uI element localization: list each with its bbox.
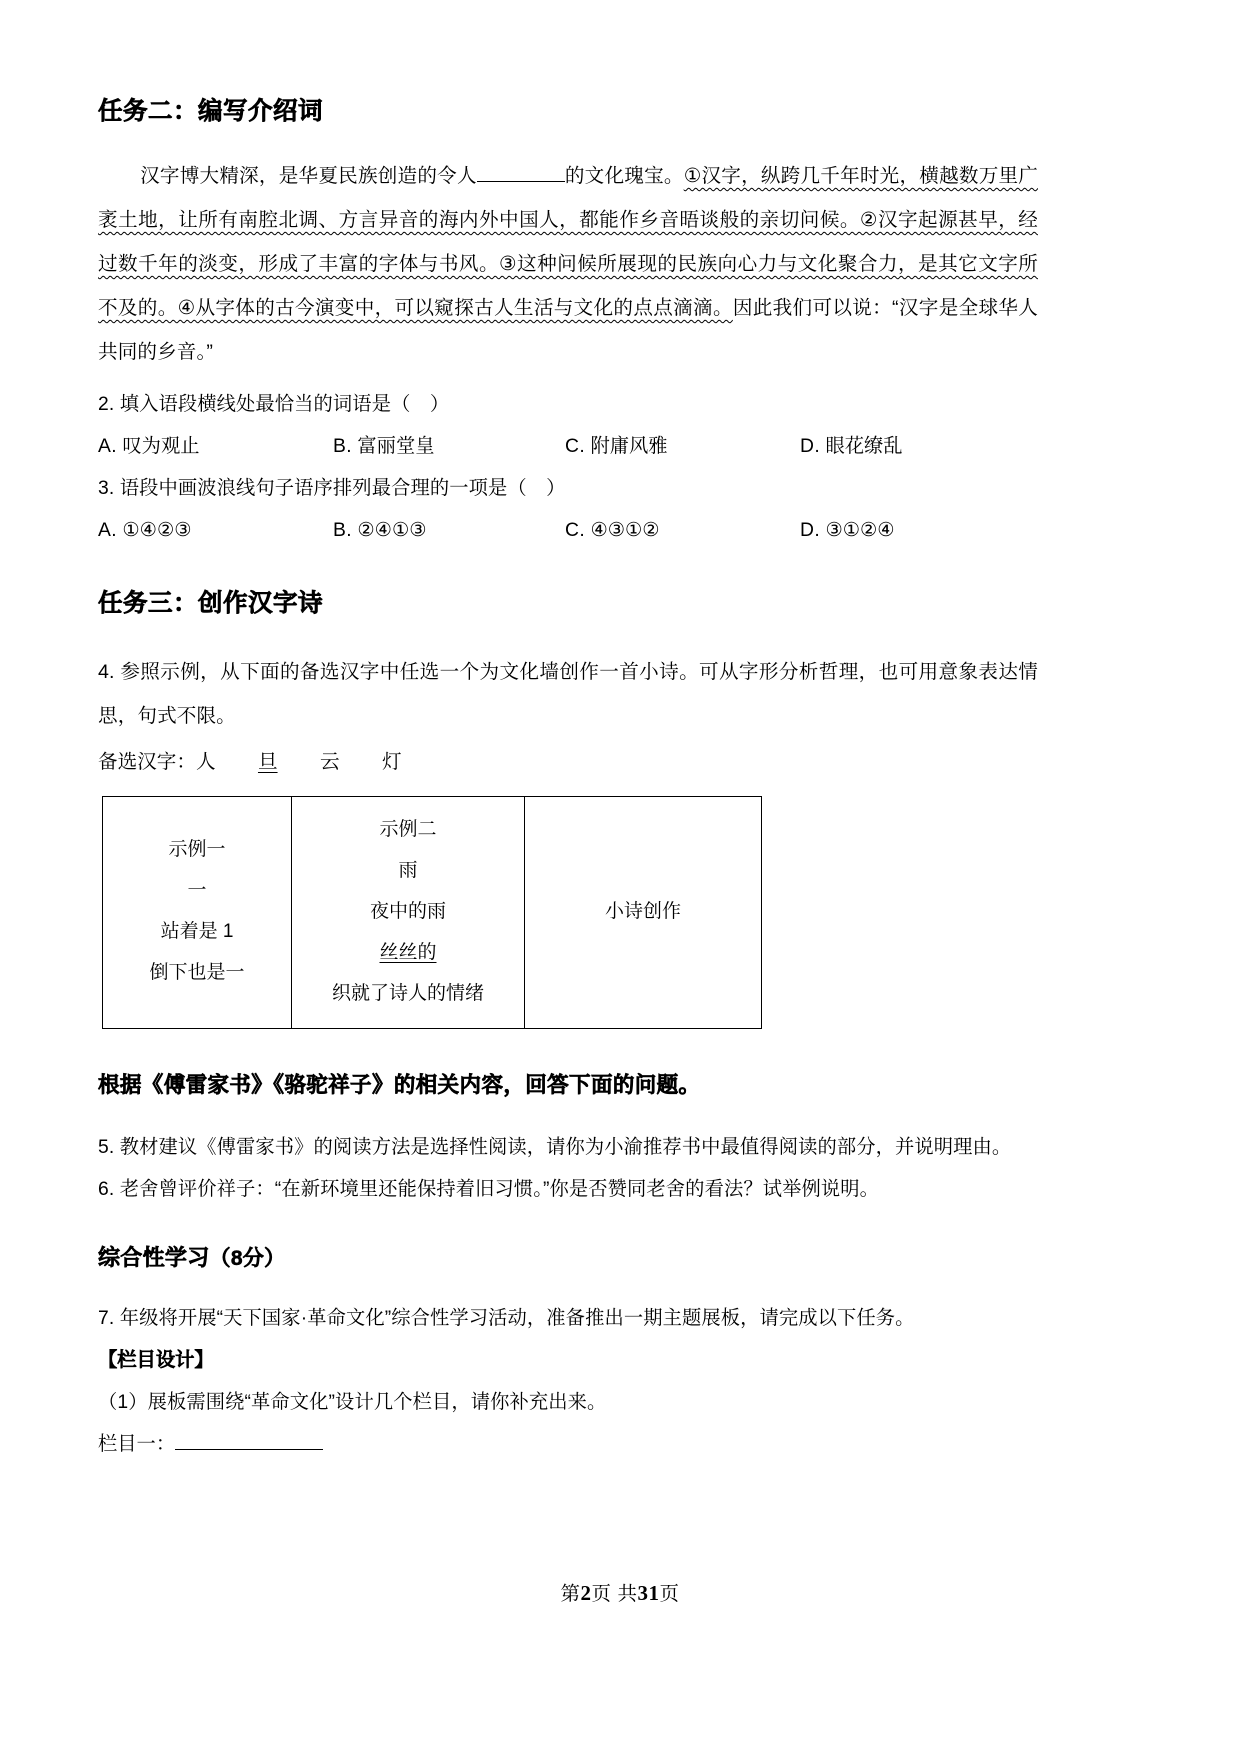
- task-three-heading: 任务三：创作汉字诗: [98, 589, 323, 617]
- option-b-label: B.: [333, 435, 353, 457]
- candidate-char-3: 云: [319, 750, 340, 773]
- example-two-line-3: 丝丝的: [379, 941, 437, 963]
- comprehensive-learning-score: （8分）: [209, 1246, 286, 1270]
- question-4-stem: 4. 参照示例，从下面的备选汉字中任选一个为文化墙创作一首小诗。可从字形分析哲理，也可用意象表达情思，句式不限。: [98, 660, 1038, 727]
- question-6-stem: 6. 老舍曾评价祥子：“在新环境里还能保持着旧习惯。”你是否赞同老舍的看法？试举例说明。: [98, 1178, 879, 1200]
- candidate-characters: [98, 742, 1038, 782]
- poem-creation-title: 小诗创作: [604, 900, 681, 922]
- question-3-options: [98, 510, 1038, 552]
- column-one-label: 栏目一：: [98, 1433, 176, 1455]
- question-2-option-c[interactable]: [565, 426, 800, 468]
- example-two-cell: [292, 796, 525, 1028]
- example-one-line-1: 一: [187, 880, 207, 902]
- example-one-line-3: 倒下也是一: [149, 962, 245, 984]
- question-2-option-d[interactable]: [800, 426, 903, 468]
- reading-section-lead: 根据《傅雷家书》《骆驼祥子》的相关内容，回答下面的问题。: [98, 1072, 701, 1097]
- example-one-line-2: 站着是 1: [160, 921, 234, 943]
- option-d-label: D.: [800, 435, 821, 457]
- question-3-option-d[interactable]: [800, 510, 895, 552]
- option-d-text: 眼花缭乱: [825, 435, 903, 457]
- column-one-answer-line: [98, 1424, 1038, 1466]
- example-one-cell: [103, 796, 292, 1028]
- footer-prefix: 第: [560, 1583, 581, 1605]
- option-c-text: 附庸风雅: [590, 435, 668, 457]
- passage-segment-open: 汉字博大精深，是华夏民族创造的令人: [140, 164, 477, 187]
- question-3-option-b[interactable]: [333, 510, 565, 552]
- option-c-label: C.: [565, 519, 586, 541]
- question-7-stem: 7. 年级将开展“天下国家·革命文化”综合性学习活动，准备推出一期主题展板，请完成以下任务。: [98, 1307, 915, 1329]
- column-one-blank[interactable]: [175, 1449, 323, 1450]
- option-a-text: 叹为观止: [122, 435, 200, 457]
- example-two-line-1: 雨: [398, 859, 418, 881]
- example-one-title: 示例一: [168, 839, 226, 861]
- option-b-text: ②④①③: [357, 519, 427, 541]
- option-a-label: A.: [98, 519, 118, 541]
- question-3-stem: 3. 语段中画波浪线句子语序排列最合理的一项是（ ）: [98, 477, 566, 499]
- example-two-line-2: 夜中的雨: [369, 900, 446, 922]
- page-footer: [0, 1578, 1240, 1606]
- example-two-line-4: 织就了诗人的情绪: [331, 982, 484, 1004]
- comprehensive-learning-title: 综合性学习: [98, 1244, 210, 1270]
- poem-creation-cell[interactable]: [525, 796, 762, 1028]
- footer-total-pages: 31: [637, 1581, 660, 1605]
- column-design-label: 【栏目设计】: [98, 1349, 214, 1371]
- passage-segment-tail: 因此我们可以说：“汉字是全球华人共同的乡音。”: [98, 296, 1039, 363]
- task-two-heading: 任务二：编写介绍词: [98, 98, 323, 125]
- question-2-stem: 2. 填入语段横线处最恰当的词语是（ ）: [98, 393, 450, 415]
- passage-segment-after-blank: 的文化瑰宝。: [564, 164, 684, 187]
- candidate-char-1: 人: [195, 750, 216, 773]
- example-two-title: 示例二: [379, 818, 437, 840]
- poem-example-table: [102, 796, 762, 1029]
- table-row: [103, 796, 762, 1028]
- question-2-options: [98, 426, 1038, 468]
- question-7-sub-1: （1）展板需围绕“革命文化”设计几个栏目，请你补充出来。: [98, 1391, 607, 1413]
- question-3-option-c[interactable]: [565, 510, 800, 552]
- option-d-label: D.: [800, 519, 821, 541]
- footer-middle: 页 共: [591, 1583, 638, 1605]
- fill-in-blank[interactable]: [477, 181, 565, 182]
- question-3-option-a[interactable]: [98, 510, 333, 552]
- page-content: [98, 96, 1038, 1466]
- option-b-label: B.: [333, 519, 353, 541]
- option-a-label: A.: [98, 435, 118, 457]
- candidate-char-2: 旦: [257, 750, 278, 773]
- option-d-text: ③①②④: [825, 519, 895, 541]
- footer-suffix: 页: [659, 1583, 680, 1605]
- candidate-char-4: 灯: [381, 750, 402, 773]
- option-a-text: ①④②③: [122, 519, 192, 541]
- candidate-characters-label: 备选汉字：: [98, 750, 196, 773]
- option-c-text: ④③①②: [590, 519, 660, 541]
- passage-wavy-segment: ①汉字，纵跨几千年时光，横越数万里广袤土地，让所有南腔北调、方言异音的海内外中国人，都能作乡音晤谈般的亲切问候。②汉字起源甚早，经过数千年的淡变，形成了丰富的字体与书风。③这种问候所展现的民族向心力与文化聚合力，是其它文字所不及的。④从字体的古今演变中，可以窥探古人生活与文化的点点滴滴。: [98, 164, 1038, 319]
- question-2-option-a[interactable]: [98, 426, 333, 468]
- comprehensive-learning-heading: [98, 1241, 1038, 1272]
- option-c-label: C.: [565, 435, 586, 457]
- question-2-option-b[interactable]: [333, 426, 565, 468]
- task-two-passage: [98, 154, 1038, 374]
- footer-current-page: 2: [580, 1581, 592, 1605]
- option-b-text: 富丽堂皇: [357, 435, 435, 457]
- question-5-stem: 5. 教材建议《傅雷家书》的阅读方法是选择性阅读，请你为小渝推荐书中最值得阅读的部分，并说明理由。: [98, 1136, 1012, 1158]
